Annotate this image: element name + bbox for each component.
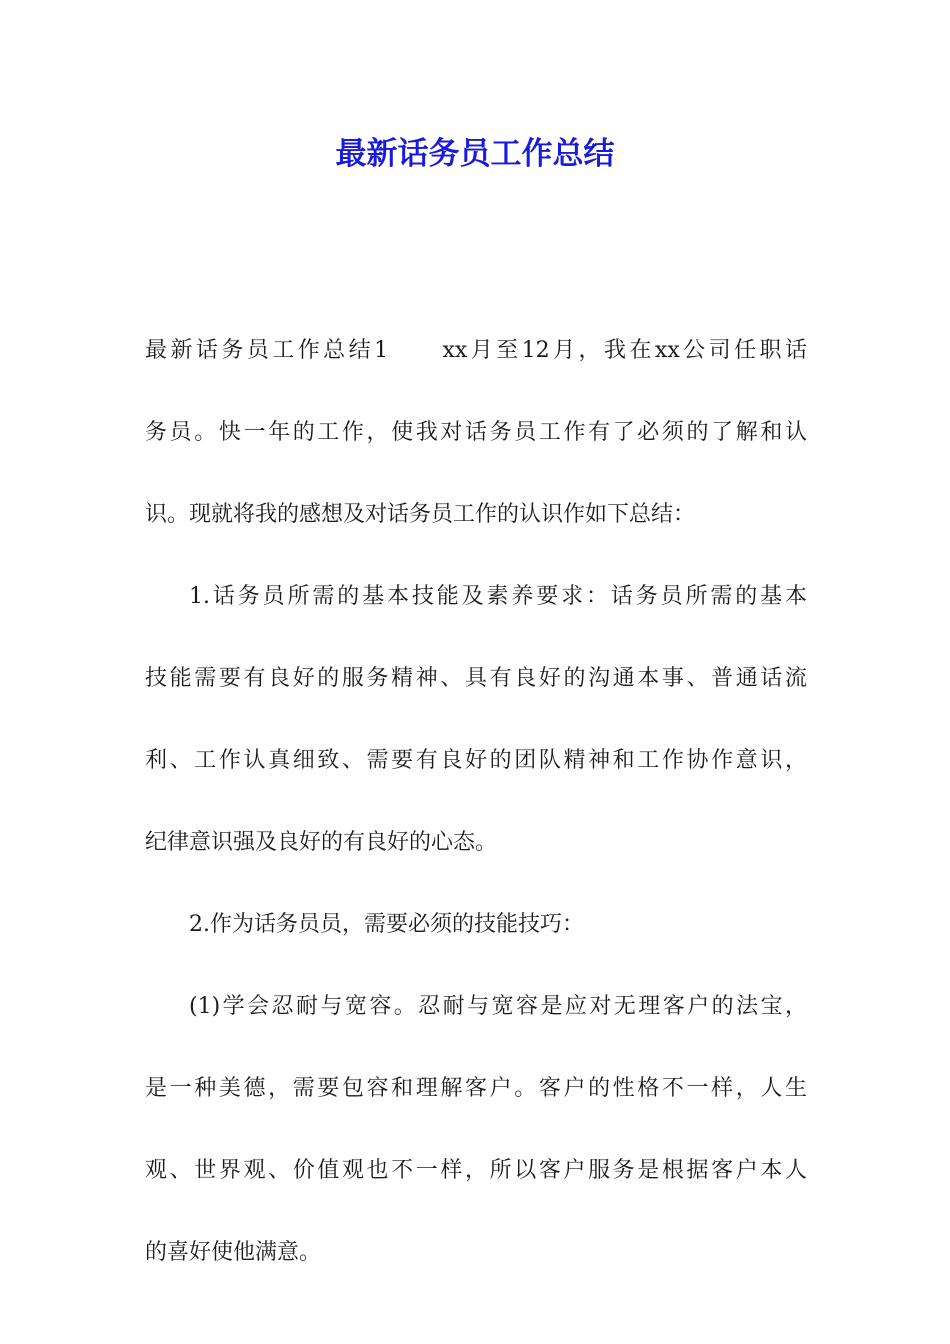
- paragraph-line: 纪律意识强及良好的有良好的心态。: [145, 830, 498, 855]
- paragraph-line: 利、工作认真细致、需要有良好的团队精神和工作协作意识，: [145, 748, 807, 773]
- paragraph-line: 的喜好使他满意。: [145, 1240, 322, 1265]
- paragraph-line: 技能需要有良好的服务精神、具有良好的沟通本事、普通话流: [145, 666, 807, 691]
- paragraph-line: 是一种美德，需要包容和理解客户。客户的性格不一样，人生: [145, 1076, 807, 1101]
- paragraph-line: (1)学会忍耐与宽容。忍耐与宽容是应对无理客户的法宝，: [189, 994, 807, 1019]
- paragraph-line: 识。现就将我的感想及对话务员工作的认识作如下总结：: [145, 502, 696, 527]
- paragraph-line: 1.话务员所需的基本技能及素养要求：话务员所需的基本: [189, 584, 807, 609]
- paragraph-line: 观、世界观、价值观也不一样，所以客户服务是根据客户本人: [145, 1158, 807, 1183]
- document-body: [145, 336, 807, 1320]
- document-title: 最新话务员工作总结: [335, 136, 615, 172]
- paragraph-line: 2.作为话务员员，需要必须的技能技巧：: [189, 912, 584, 937]
- paragraph-line: 务员。快一年的工作，使我对话务员工作有了必须的了解和认: [145, 420, 807, 445]
- paragraph-line: 最新话务员工作总结1 xx月至12月，我在xx公司任职话: [145, 338, 807, 363]
